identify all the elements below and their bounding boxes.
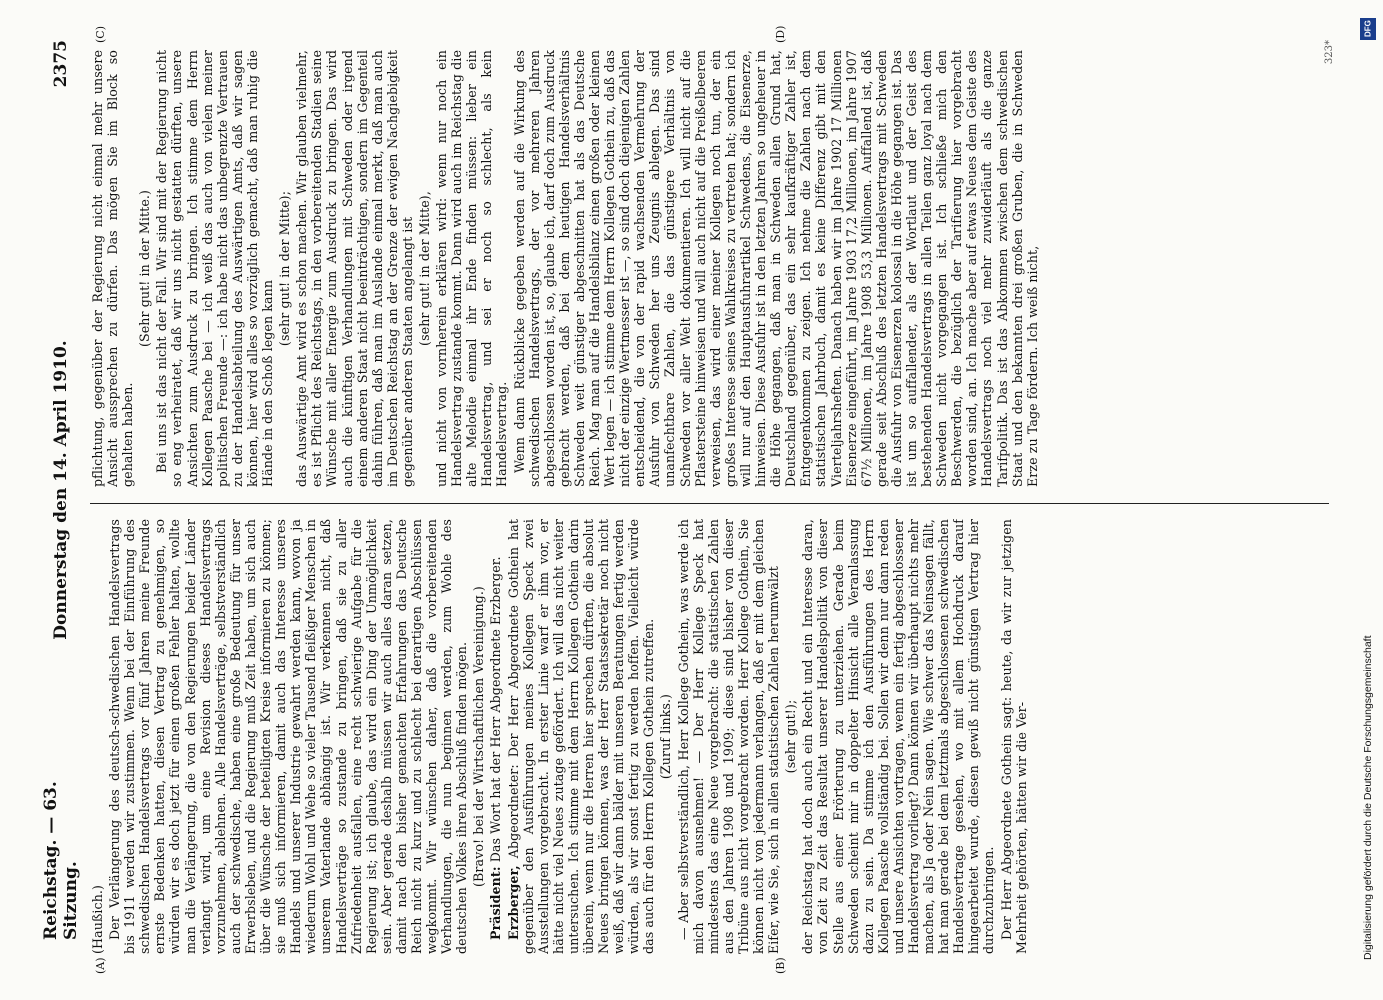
speaker-name: Präsident:: [488, 866, 504, 940]
header-left: Reichstag. — 63. Sitzung.: [41, 781, 81, 940]
page-header: [41, 40, 81, 940]
interjection: (sehr gut! in der Mitte);: [277, 190, 293, 347]
dfg-logo: DFG: [1360, 18, 1376, 40]
interjection: (sehr gut! in der Mitte),: [416, 191, 432, 346]
interjection: (Zuruf links.): [658, 693, 674, 780]
margin-marker-d: (D): [774, 25, 787, 43]
page-number: 2375: [51, 40, 71, 88]
paragraph: der Reichstag hat doch auch ein Recht und ein Interesse daran, von Zeit zu Zeit das Resultat unserer Handelspolitik von dieser Stelle aus einer Erörterung zu unterziehen. Gerade beim Schweden scheint mir in doppelter Hinsicht alle Veranlassung dazu zu sein. Da stimme ich den Ausführungen des Herrn Kollegen Paasche vollständig bei. Sollen wir denn nur dann reden und unsere Ansichten vortragen, wenn ein fertig abgeschlossener Handelsvertrag vorliegt? Dann können wir überhaupt nichts mehr machen, als Ja oder Nein sagen. Wie schwer das Neinsagen fällt, hat man gerade bei dem letztmals abgeschlossenen schwedischen Handelsvertrage gesehen, wo mit allem Hochdruck darauf hingearbeitet wurde, diesen gewiß nicht günstigen Vertrag hier durchzubringen.: [800, 519, 997, 954]
paragraph: das Auswärtige Amt wird es schon machen. Wir glauben vielmehr, es ist Pflicht des Reichstags, in den vorbereitenden Stadien seine Wünsche mit aller Energie zum Ausdruck zu bringen. Das wird auch die künftigen Verhandlungen mit Schweden oder irgend einem anderen Staat nicht beeinträchtigen, sondern im Gegenteil dahin führen, daß man im Auslande einmal merkt, daß man auch im Deutschen Reichstag an der Grenze der ewigen Nachgiebigkeit gegenüber anderen Staaten angelangt ist: [294, 50, 415, 487]
paragraph: — Aber selbstverständlich, Herr Kollege Gothein, was werde ich mich davon ausnehmen! — Der Herr Kollege Speck hat mindestens das eine Neue vorgebracht: die statistischen Zahlen aus den Jahren 1908 und 1909; diese sind bisher von dieser Tribüne aus nicht vorgebracht worden. Herr Kollege Gothein, Sie können nicht von jedermann verlangen, daß er mit dem gleichen Eifer, wie Sie, sich in allen statistischen Zahlen herumwälzt: [675, 519, 782, 954]
right-column: [90, 50, 1334, 487]
left-column: [90, 519, 1334, 954]
dfg-credit-text: Digitalisierung gefördert durch die Deutsche Forschungsgemeinschaft: [1362, 635, 1374, 960]
paragraph: und nicht von vornherein erklären wird: wenn nur noch ein Handelsvertrag zustande kommt. Dann wird auch im Reichstag die alte Melodie einmal ihr Ende finden müssen: lieber ein Handelsvertrag, und sei er noch so schlecht, als kein Handelsvertrag.: [434, 50, 510, 487]
interjection: (sehr gut!);: [783, 699, 799, 774]
paragraph-erzberger: Erzberger, Abgeordneter: Der Herr Abgeordnete Gothein hat gegenüber den Ausführungen meines Kollegen Speck zwei Ausstellungen vorgebracht. In erster Linie warf er ihm vor, er hätte nicht viel Neues zutage gefördert. Ich will das nicht weiter untersuchen. Ich stimme mit dem Herrn Kollegen Gothein darin überein, wenn nur die Herren hier sprechen dürften, die absolut Neues bringen können, was der Herr Staatssekretär noch nicht weiß, daß wir dann bälder mit unseren Beratungen fertig werden würden, als wir sonst fertig zu werden hoffen. Vielleicht würde das auch für den Herrn Kollegen Gothein zutreffen.: [505, 519, 657, 954]
margin-marker-a: (A): [94, 957, 107, 974]
paragraph-president: Präsident: Das Wort hat der Herr Abgeordnete Erzberger.: [488, 556, 504, 940]
dfg-sidebar: [1359, 10, 1377, 990]
margin-marker-c: (C): [94, 26, 107, 43]
speaker-tag: (Haußich.): [90, 884, 105, 954]
speaker-name: Erzberger,: [505, 865, 521, 940]
paragraph: Der Herr Abgeordnete Gothein sagt: heute, da wir zur jetzigen Mehrheit gehörten, hätten wir die Ver-: [998, 519, 1029, 954]
footer-mark: 323*: [1324, 40, 1335, 65]
paragraph: pflichtung, gegenüber der Regierung nicht einmal mehr unsere Ansicht aussprechen zu dürfen. Das mögen Sie im Block so gehalten haben.: [90, 50, 136, 487]
column-divider: [90, 503, 1329, 504]
interjection: (Sehr gut! in der Mitte.): [137, 189, 153, 348]
paragraph: Wenn dann Rückblicke gegeben werden auf die Wirkung des schwedischen Handelsvertrags, der vor mehreren Jahren abgeschlossen worden ist, so, glaube ich, darf doch zum Ausdruck gebracht werden, daß bei dem heutigen Handelsverhältnis Schweden weit günstiger abgeschnitten hat als das Deutsche Reich. Mag man auf die Handelsbilanz einen großen oder kleinen Wert legen — ich stimme dem Herrn Kollegen Gothein zu, daß das nicht der einzige Wertmesser ist —, so sind doch diejenigen Zahlen entscheidend, die von der rapid wachsenden Vermehrung der Ausfuhr von Schweden her uns Zeugnis ablegen. Das sind unanfechtbare Zahlen, die das günstigere Verhältnis von Schweden vor aller Welt dokumentieren. Ich will nicht auf die Pflastersteine hinweisen und will auch nicht auf die Preißelbeeren verweisen, das wird einer meiner Kollegen noch tun, der ein großes Interesse seines Wahlkreises zu vertreten hat; sondern ich will nur auf den Hauptausfuhrartikel Schwedens, die Eisenerze, hinweisen. Diese Ausfuhr ist in den letzten Jahren so ungeheuer in die Höhe gegangen, daß man in Schweden allen Grund hat, Deutschland gegenüber, das ein sehr kaufkräftiger Zahler ist, Entgegenkommen zu zeigen. Ich nehme die Zahlen nach dem statistischen Jahrbuch, damit es keine Differenz gibt mit den Vierteljahrsheften. Danach haben wir im Jahre 1902 17 Millionen Eisenerze eingeführt, im Jahre 1903 17,2 Millionen, im Jahre 1907 67½ Millionen, im Jahre 1908 53,3 Millionen. Auffallend ist, daß gerade seit Abschluß des letzten Handelsvertrags mit Schweden die Ausfuhr von Eisenerzen kolossal in die Höhe gegangen ist. Das ist um so auffallender, als der Wortlaut und der Geist des bestehenden Handelsvertrags in allen Teilen ganz loyal nach dem Schweden nicht vorgegangen ist. Ich schließe mich den Beschwerden, die bezüglich der Tarifierung hier vorgebracht worden sind, an. Ich mache aber auf etwas Neues dem Geiste des Handelsvertrags noch viel mehr zuwiderläuft als die ganze Tarifpolitik. Das ist das Abkommen zwischen dem schwedischen Staat und den bekannten drei großen Gruben, die in Schweden Erze zu Tage fördern. Ich weiß nicht,: [511, 50, 1040, 487]
margin-marker-b: (B): [774, 957, 787, 974]
paragraph: Der Verlängerung des deutsch-schwedischen Handelsvertrags bis 1911 werden wir zustimmen. Wenn bei der Einführung des schwedischen Handelsvertrags vor fünf Jahren meine Freunde ernste Bedenken hatten, diesen Vertrag zu genehmigen, so würden wir es doch jetzt für einen großen Fehler halten, wollte man die Verlängerung, die von den Regierungen beider Länder verlangt wird, um eine Revision dieses Handelsvertrags vorzunehmen, ablehnen. Alle Handelsverträge, selbstverständlich auch der schwedische, haben eine große Bedeutung für unser Erwerbsleben, und die Regierung muß Zeit haben, um sich auch über die Wünsche der beteiligten Kreise informieren zu können; sie muß sich informieren, damit auch das Interesse unseres Handels und unserer Industrie gewahrt werden kann, wovon ja wiederum Wohl und Wehe so vieler Tausend fleißiger Menschen in unserem Vaterlande abhängig ist. Wir verkennen nicht, daß Handelsverträge so zustande zu bringen, daß sie zu aller Zufriedenheit ausfallen, eine recht schwierige Aufgabe für die Regierung ist; ich glaube, das wird ein Ding der Unmöglichkeit sein. Aber gerade deshalb müssen wir auch alles daran setzen, damit nach den bisher gemachten Erfahrungen das Deutsche Reich nicht zu kurz und zu schlecht bei derartigen Abschlüssen wegkommt. Wir wünschen daher, daß die vorbereitenden Verhandlungen, die nun beginnen werden, zum Wohle des deutschen Volkes ihren Abschluß finden mögen.: [107, 519, 470, 954]
rotated-page-content: [34, 0, 1354, 1000]
paragraph: Bei uns ist das nicht der Fall. Wir sind mit der Regierung nicht so eng verheiratet, daß wir uns nicht gestatten dürften, unsere Ansichten zum Ausdruck zu bringen. Ich stimme dem Herrn Kollegen Paasche bei — ich weiß das auch von vielen meiner politischen Freunde —: ich habe nicht das unbegrenzte Vertrauen zu der Handelsabteilung des Auswärtigen Amts, daß wir sagen können, hier wird alles so vorzüglich gemacht, daß man ruhig die Hände in den Schoß legen kann: [154, 50, 276, 487]
header-center: Donnerstag den 14. April 1910.: [51, 340, 71, 640]
interjection: (Bravo! bei der Wirtschaftlichen Vereinigung.): [471, 586, 487, 887]
